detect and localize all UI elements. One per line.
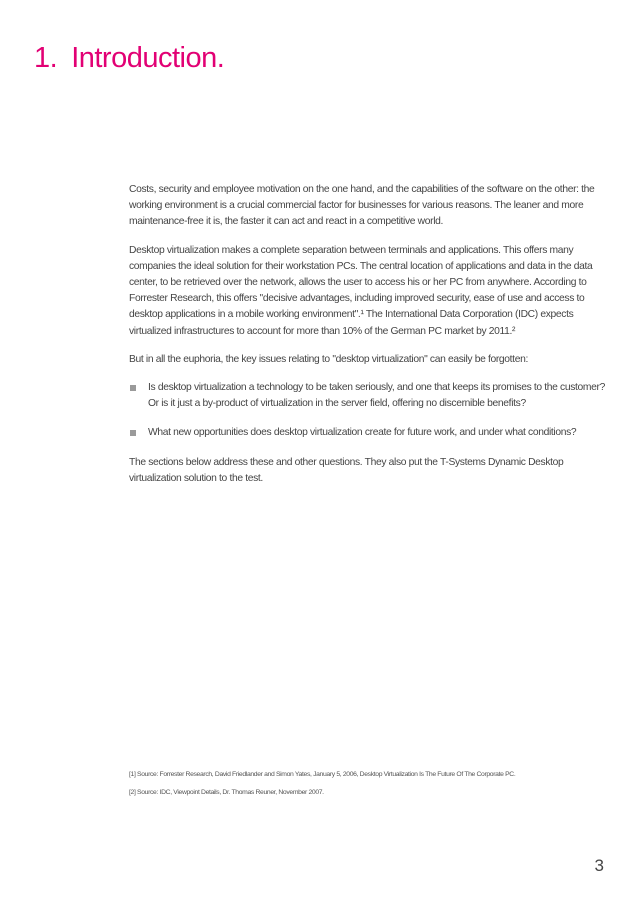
section-title: Introduction. <box>71 42 225 74</box>
body-text <box>129 182 607 499</box>
question-list <box>129 380 607 442</box>
section-number: 1. <box>34 42 58 74</box>
footnote: [2] Source: IDC, Viewpoint Details, Dr. Thomas Reuner, November 2007. <box>129 789 324 796</box>
paragraph: Desktop virtualization makes a complete separation between terminals and applications. This offers many companies the ideal solution for their workstation PCs. The central location of applications and data in the data center, to be retrieved over the network, allows the user to access his or her PC from anywhere. According to Forrester Research, this offers "decisive advantages, including improved security, ease of use and access to desktop applications in a mobile working environment".¹ The International Data Corporation (IDC) expects virtualized infrastructures to account for more than 10% of the German PC market by 2011.² <box>129 244 593 337</box>
section-heading <box>34 42 224 75</box>
square-bullet-icon <box>130 385 136 391</box>
paragraph: Costs, security and employee motivation on the one hand, and the capabilities of the software on the other: the working environment is a crucial commercial factor for businesses for various reasons. The leaner and more maintenance-free it is, the faster it can act and react in a competitive world. <box>129 184 595 228</box>
page-number: 3 <box>594 856 604 875</box>
list-item <box>129 380 607 412</box>
footnotes <box>129 766 607 802</box>
footnote: [1] Source: Forrester Research, David Friedlander and Simon Yates, January 5, 2006, Desktop Virtualization Is The Future Of The Corporate PC. <box>129 771 516 778</box>
paragraph: The sections below address these and other questions. They also put the T-Systems Dynamic Desktop virtualization solution to the test. <box>129 456 564 484</box>
list-item <box>129 425 607 441</box>
square-bullet-icon <box>130 430 136 436</box>
list-item-text: What new opportunities does desktop virtualization create for future work, and under what conditions? <box>148 427 577 439</box>
paragraph: But in all the euphoria, the key issues relating to "desktop virtualization" can easily be forgotten: <box>129 353 528 365</box>
list-item-text: Is desktop virtualization a technology to be taken seriously, and one that keeps its promises to the customer? Or is it just a by-product of virtualization in the server field, offering no discernible benefits? <box>148 382 605 410</box>
